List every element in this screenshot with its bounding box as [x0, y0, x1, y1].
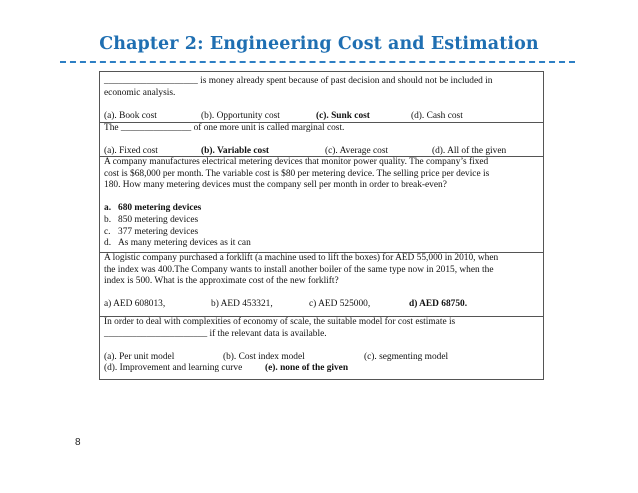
- spacer: [104, 99, 540, 111]
- question-3-option-c: c. 377 metering devices: [104, 226, 199, 237]
- question-5-options-row-2: [104, 363, 540, 375]
- question-4-option-a: a) AED 608013,: [104, 299, 166, 310]
- question-3-option-a: a. 680 metering devices: [104, 203, 202, 214]
- question-3-text-line-2: cost is $68,000 per month. The variable cost is $80 per metering device. The selling price per device is: [104, 168, 490, 179]
- question-1-option-d: (d). Cash cost: [411, 110, 463, 121]
- question-2: [100, 122, 543, 156]
- question-5: [100, 316, 543, 380]
- spacer: [104, 192, 540, 204]
- spacer: [104, 340, 540, 352]
- question-5-option-e: (e). none of the given: [265, 363, 349, 374]
- question-5-option-c: (c). segmenting model: [364, 351, 449, 362]
- question-3-text-line-1: A company manufactures electrical metering devices that monitor power quality. The company’s fixed: [104, 157, 489, 167]
- question-4-text-line-3: index is 500. What is the approximate cost of the new forklift?: [104, 276, 339, 287]
- question-5-options-row-1: [104, 352, 540, 364]
- question-5-text-line-2: ______________________ if the relevant data is available.: [104, 328, 327, 339]
- question-4-option-b: b) AED 453321,: [211, 299, 273, 310]
- question-4: [100, 252, 543, 316]
- question-1-option-c: (c). Sunk cost: [316, 110, 370, 121]
- question-1-option-b: (b). Opportunity cost: [201, 110, 280, 121]
- question-5-option-b: (b). Cost index model: [223, 351, 305, 362]
- question-3-text-line-3: 180. How many metering devices must the company sell per month in order to break-even?: [104, 180, 447, 191]
- slide-title: Chapter 2: Engineering Cost and Estimation: [99, 34, 539, 54]
- question-3-option-b: b. 850 metering devices: [104, 214, 199, 225]
- question-1-text-line-2: economic analysis.: [104, 87, 176, 98]
- question-1-text-line-1: ____________________ is money already spent because of past decision and should not be included in: [104, 76, 493, 86]
- question-2-option-a: (a). Fixed cost: [104, 146, 158, 157]
- question-2-option-d: (d). All of the given: [432, 146, 507, 157]
- question-1-options: [104, 111, 540, 123]
- question-5-option-a: (a). Per unit model: [104, 351, 175, 362]
- question-5-text-line-1: In order to deal with complexities of economy of scale, the suitable model for cost estimate is: [104, 317, 456, 327]
- question-3-option-d: d. As many metering devices as it can: [104, 238, 251, 249]
- questions-table: [99, 71, 544, 380]
- spacer: [104, 135, 540, 147]
- dashed-divider: [60, 61, 575, 63]
- question-2-text: The _______________ of one more unit is called marginal cost.: [104, 123, 345, 133]
- spacer: [104, 288, 540, 300]
- question-2-option-c: (c). Average cost: [325, 146, 389, 157]
- question-4-option-c: c) AED 525000,: [309, 299, 371, 310]
- question-1: [100, 72, 543, 122]
- question-4-text-line-2: the index was 400.The Company wants to install another boiler of the same type now in 2015, when the: [104, 264, 494, 275]
- page-number: 8: [75, 437, 81, 448]
- question-1-option-a: (a). Book cost: [104, 110, 157, 121]
- question-4-options: [104, 299, 540, 311]
- question-4-text-line-1: A logistic company purchased a forklift (a machine used to lift the boxes) for AED 55,000 in 2010, when: [104, 253, 499, 263]
- question-3: [100, 156, 543, 252]
- question-4-option-d: d) AED 68750.: [409, 299, 468, 310]
- question-2-option-b: (b). Variable cost: [201, 146, 269, 157]
- question-5-option-d: (d). Improvement and learning curve: [104, 363, 243, 374]
